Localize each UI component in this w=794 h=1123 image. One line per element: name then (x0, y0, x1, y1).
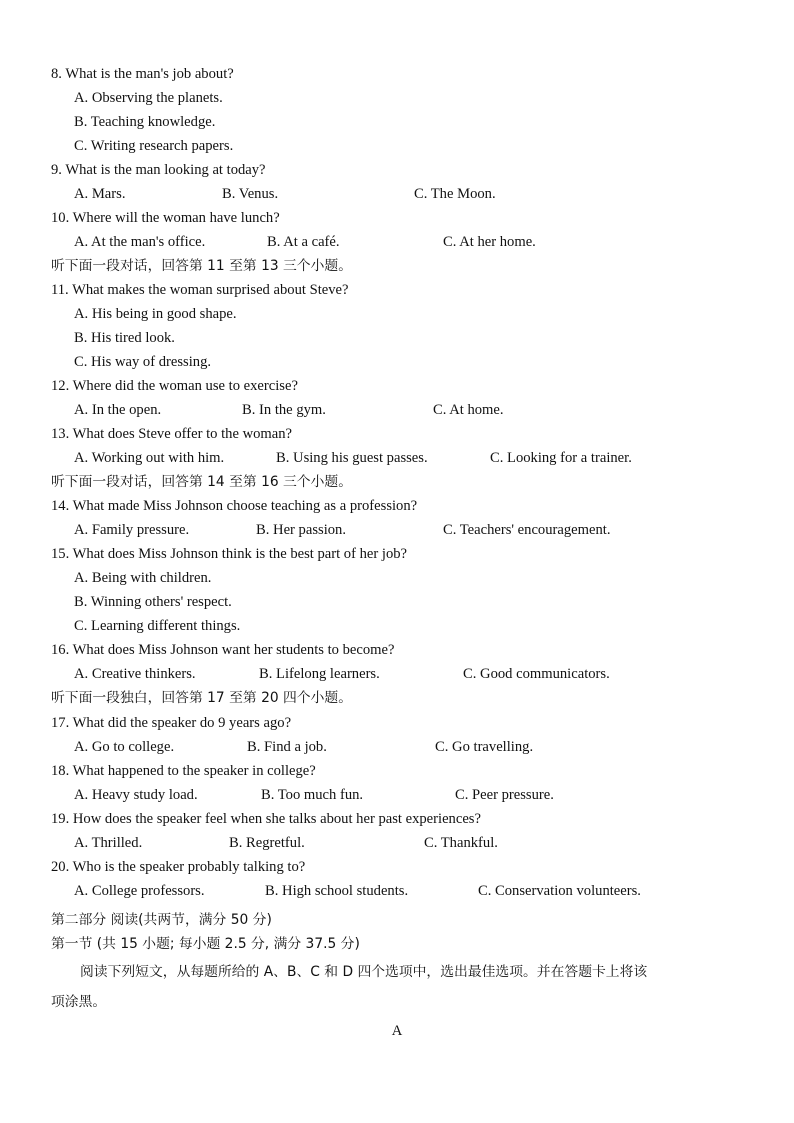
question-10: 10. Where will the woman have lunch? (51, 210, 280, 226)
q19-option-a: A. Thrilled. (74, 835, 143, 851)
q20-option-b: B. High school students. (265, 883, 409, 899)
question-20: 20. Who is the speaker probably talking to? (51, 859, 306, 875)
q19-option-b: B. Regretful. (229, 835, 305, 851)
q18-option-a: A. Heavy study load. (74, 787, 198, 803)
q8-option-a: A. Observing the planets. (74, 90, 223, 106)
instruction-14-16: 听下面一段对话，回答第 14 至第 16 三个小题。 (51, 474, 352, 490)
q15-option-c: C. Learning different things. (74, 618, 241, 634)
q13-option-c: C. Looking for a trainer. (490, 450, 632, 466)
q15-option-a: A. Being with children. (74, 570, 212, 586)
question-14: 14. What made Miss Johnson choose teaching as a profession? (51, 498, 418, 514)
q9-option-a: A. Mars. (74, 186, 126, 202)
q17-option-a: A. Go to college. (74, 739, 175, 755)
question-12: 12. Where did the woman use to exercise? (51, 378, 298, 394)
q18-option-b: B. Too much fun. (261, 787, 364, 803)
reading-instruction-line2: 项涂黑。 (51, 994, 107, 1010)
q16-option-b: B. Lifelong learners. (259, 666, 380, 682)
q12-option-c: C. At home. (433, 402, 504, 418)
question-19: 19. How does the speaker feel when she talks about her past experiences? (51, 811, 481, 827)
q20-option-a: A. College professors. (74, 883, 205, 899)
q14-option-c: C. Teachers' encouragement. (443, 522, 611, 538)
question-16: 16. What does Miss Johnson want her students to become? (51, 642, 395, 658)
question-17: 17. What did the speaker do 9 years ago? (51, 715, 292, 731)
instruction-17-20: 听下面一段独白，回答第 17 至第 20 四个小题。 (51, 690, 352, 706)
q8-option-c: C. Writing research papers. (74, 138, 234, 154)
q16-option-a: A. Creative thinkers. (74, 666, 196, 682)
q12-option-a: A. In the open. (74, 402, 162, 418)
part2-heading: 第二部分 阅读(共两节，满分 50 分) (51, 912, 272, 928)
question-13: 13. What does Steve offer to the woman? (51, 426, 293, 442)
q9-option-c: C. The Moon. (414, 186, 496, 202)
q14-option-b: B. Her passion. (256, 522, 346, 538)
q10-option-b: B. At a café. (267, 234, 340, 250)
question-11: 11. What makes the woman surprised about Steve? (51, 282, 349, 298)
section1-heading: 第一节 (共 15 小题; 每小题 2.5 分, 满分 37.5 分) (51, 936, 360, 952)
q11-option-c: C. His way of dressing. (74, 354, 212, 370)
q11-option-b: B. His tired look. (74, 330, 175, 346)
q12-option-b: B. In the gym. (242, 402, 326, 418)
reading-instruction-line1: 阅读下列短文，从每题所给的 A、B、C 和 D 四个选项中，选出最佳选项。并在答题卡上将该 (80, 964, 648, 980)
q10-option-a: A. At the man's office. (74, 234, 206, 250)
question-18: 18. What happened to the speaker in college? (51, 763, 316, 779)
q16-option-c: C. Good communicators. (463, 666, 610, 682)
q13-option-a: A. Working out with him. (74, 450, 225, 466)
q8-option-b: B. Teaching knowledge. (74, 114, 216, 130)
q20-option-c: C. Conservation volunteers. (478, 883, 641, 899)
q13-option-b: B. Using his guest passes. (276, 450, 428, 466)
passage-label: A (391, 1023, 403, 1039)
q17-option-b: B. Find a job. (247, 739, 327, 755)
q14-option-a: A. Family pressure. (74, 522, 190, 538)
q15-option-b: B. Winning others' respect. (74, 594, 232, 610)
q19-option-c: C. Thankful. (424, 835, 498, 851)
q9-option-b: B. Venus. (222, 186, 279, 202)
q10-option-c: C. At her home. (443, 234, 536, 250)
question-9: 9. What is the man looking at today? (51, 162, 266, 178)
q17-option-c: C. Go travelling. (435, 739, 534, 755)
instruction-11-13: 听下面一段对话，回答第 11 至第 13 三个小题。 (51, 258, 352, 274)
q18-option-c: C. Peer pressure. (455, 787, 554, 803)
q11-option-a: A. His being in good shape. (74, 306, 237, 322)
question-8: 8. What is the man's job about? (51, 66, 234, 82)
question-15: 15. What does Miss Johnson think is the best part of her job? (51, 546, 408, 562)
